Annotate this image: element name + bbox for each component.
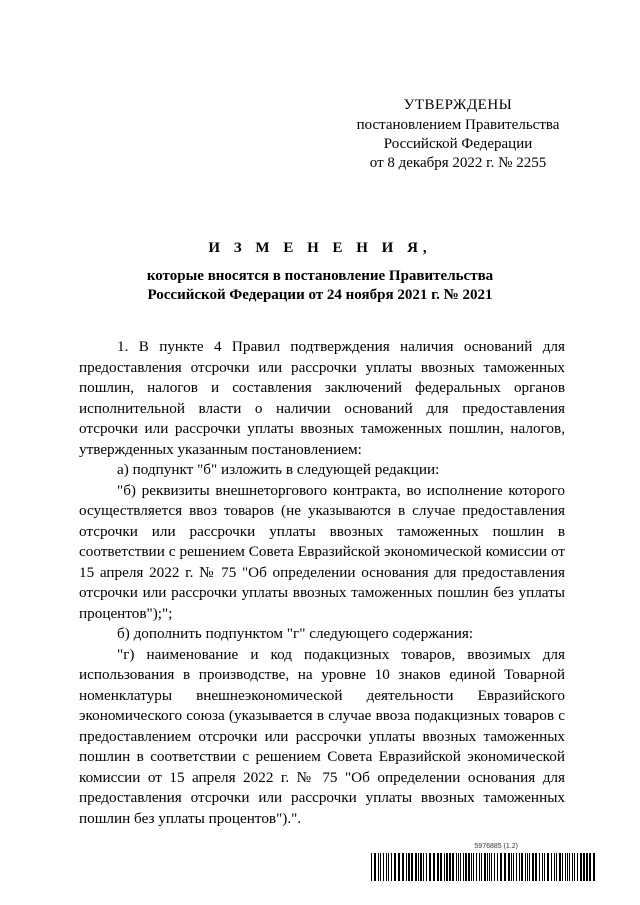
barcode-bar (554, 853, 555, 881)
barcode-bar (429, 853, 431, 881)
barcode-bar (426, 853, 427, 881)
barcode-bar (391, 853, 392, 881)
barcode-bar (586, 853, 588, 881)
barcode-bar (452, 853, 454, 881)
paragraph-subitem-b: б) дополнить подпунктом "г" следующего содержания: (117, 625, 474, 642)
barcode-bar (497, 853, 498, 881)
barcode-bar (565, 853, 566, 881)
approval-stamp (320, 96, 596, 173)
barcode-bar (408, 853, 410, 881)
barcode-bar (551, 853, 552, 881)
barcode-bar (491, 853, 492, 881)
barcode-bar (415, 853, 417, 881)
barcode-bar (577, 853, 578, 881)
approval-line: постановлением Правительства (356, 117, 560, 133)
barcode-bar (402, 853, 404, 881)
barcode-bar (465, 853, 467, 881)
barcode-bar (420, 853, 422, 881)
barcode-bar (437, 853, 439, 881)
barcode-bar (444, 853, 445, 881)
barcode-bar (380, 853, 381, 881)
barcode-bar (374, 853, 376, 881)
barcode-bar (562, 853, 563, 881)
barcode-bar (513, 853, 514, 881)
barcode-bar (440, 853, 442, 881)
barcode-bar (547, 853, 549, 881)
barcode-bar (371, 853, 372, 881)
paragraph-item-1: 1. В пункте 4 Правил подтверждения наличия оснований для предоставления отсрочки или рассрочки уплаты ввозных таможенных пошлин, налогов и составления заключений федеральных органов исполнительной власти о наличии оснований для предоставления отсрочки или рассрочки уплаты ввозных таможенных пошлин, налогов, утвержденных указанным постановлением: (79, 338, 565, 458)
barcode-bar (386, 853, 387, 881)
title-main: И З М Е Н Е Н И Я, (208, 240, 432, 256)
barcode-bar (525, 853, 526, 881)
barcode-bar (569, 853, 570, 881)
barcode-bar (484, 853, 486, 881)
barcode-bar (529, 853, 530, 881)
barcode-bar (423, 853, 424, 881)
approval-heading: УТВЕРЖДЕНЫ (403, 97, 513, 113)
barcode-bar (593, 853, 595, 881)
title-subtitle-line: которые вносятся в постановление Правительства (146, 268, 494, 284)
barcode-bar (580, 853, 582, 881)
barcode-bar (544, 853, 545, 881)
barcode-bar (527, 853, 528, 881)
barcode-bar (511, 853, 512, 881)
barcode-bar (481, 853, 482, 881)
barcode-bar (521, 853, 523, 881)
barcode-bar (508, 853, 510, 881)
barcode-bar (418, 853, 419, 881)
barcode-bar (516, 853, 517, 881)
barcode-bar (487, 853, 488, 881)
barcode-bar (500, 853, 502, 881)
barcode-bar (567, 853, 568, 881)
barcode-bar (494, 853, 495, 881)
title-subtitle-line: Российской Федерации от 24 ноября 2021 г. № 2021 (147, 287, 493, 303)
barcode-bar (406, 853, 407, 881)
barcode-bar (535, 853, 537, 881)
barcode-bar (489, 853, 490, 881)
paragraph-quote-g: "г) наименование и код подакцизных товаров, ввозимых для использования в производстве, на уровне 10 знаков единой Товарной номенклатуры внешнеэкономической деятельности Евразийского экономического союза (указывается в случае ввоза подакцизных товаров с предоставлением отсрочки или рассрочки уплаты ввозных таможенных пошлин в соответствии с решением Совета Евразийской экономической комиссии от 15 апреля 2022 г. № 75 "Об определении основания для предоставления отсрочки или рассрочки уплаты ввозных таможенных пошлин без уплаты процентов").". (79, 645, 565, 827)
paragraph-quote-b: "б) реквизиты внешнеторгового контракта, во исполнение которого осуществляется ввоз товаров (не указываются в случае предоставления отсрочки или рассрочки уплаты ввозных таможенных пошлин в соответствии с решением Совета Евразийской экономической комиссии от 15 апреля 2022 г. № 75 "Об определении основания для предоставления отсрочки или рассрочки уплаты ввозных таможенных пошлин без уплаты процентов");"; (79, 481, 565, 622)
barcode-bar (559, 853, 561, 881)
barcode-bar (504, 853, 506, 881)
barcode-bar (556, 853, 557, 881)
barcode-bar (542, 853, 543, 881)
barcode-bar (471, 853, 472, 881)
approval-line: Российской Федерации (383, 136, 533, 152)
barcode-bar (378, 853, 379, 881)
barcode-bar (460, 853, 461, 881)
barcode-number: 5976885 (1.2) (474, 843, 518, 850)
barcode-bar (532, 853, 534, 881)
barcode-bar (433, 853, 435, 881)
barcode-bar (411, 853, 413, 881)
barcode-bar (589, 853, 591, 881)
document-title (0, 238, 640, 305)
barcode-bar (574, 853, 575, 881)
barcode-bar (476, 853, 477, 881)
barcode-bar (383, 853, 384, 881)
barcode-bar (473, 853, 474, 881)
barcode-bar (456, 853, 457, 881)
paragraph-subitem-a: а) подпункт "б" изложить в следующей редакции: (117, 461, 440, 478)
barcode-icon (371, 853, 596, 881)
document-barcode (371, 843, 596, 883)
barcode-bar (446, 853, 448, 881)
barcode-bar (388, 853, 389, 881)
barcode-bar (398, 853, 400, 881)
barcode-bar (479, 853, 480, 881)
barcode-bar (572, 853, 573, 881)
document-body (79, 337, 565, 829)
barcode-bar (449, 853, 451, 881)
barcode-bar (519, 853, 520, 881)
approval-date-line: от 8 декабря 2022 г. № 2255 (369, 155, 547, 171)
barcode-bar (394, 853, 396, 881)
barcode-bar (468, 853, 470, 881)
barcode-bar (463, 853, 464, 881)
barcode-bar (539, 853, 540, 881)
barcode-bar (458, 853, 459, 881)
barcode-bar (583, 853, 585, 881)
